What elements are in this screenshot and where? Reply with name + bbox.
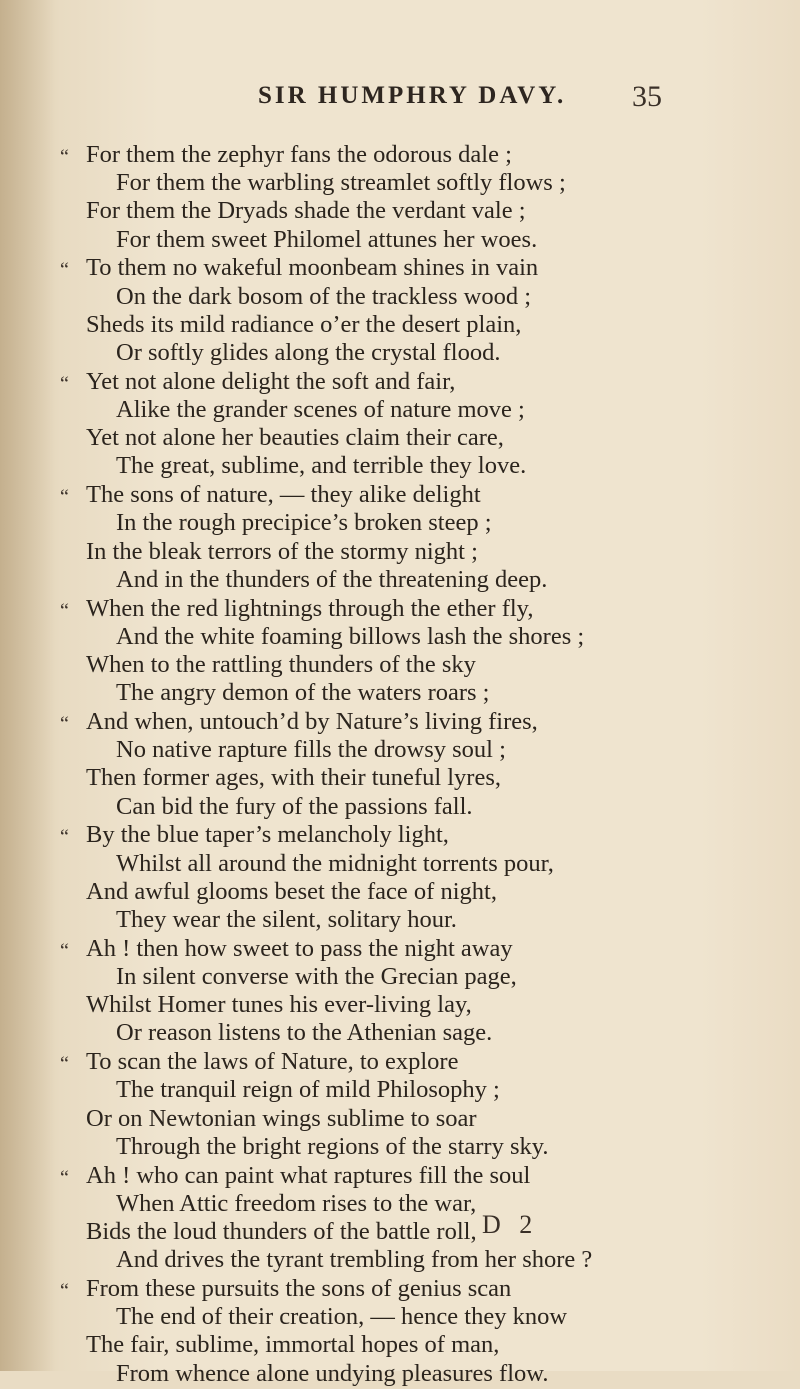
verse-line: In the rough precipice’s broken steep ; (116, 509, 492, 537)
verse-line: Through the bright regions of the starry sky. (116, 1132, 549, 1160)
verse-line: Then former ages, with their tuneful lyres, (86, 764, 502, 792)
verse-line: Whilst all around the midnight torrents pour, (116, 849, 554, 877)
verse-line: For them the Dryads shade the verdant vale ; (86, 197, 526, 225)
verse-line: Or reason listens to the Athenian sage. (116, 1019, 493, 1047)
verse-line: And when, untouch’d by Nature’s living fires, (86, 708, 538, 735)
verse-line: Ah ! then how sweet to pass the night away (86, 934, 513, 962)
verse-line: The sons of nature, — they alike delight (86, 481, 481, 509)
quote-mark: “ (60, 713, 69, 735)
quote-mark: “ (60, 1166, 69, 1189)
verse-line: Can bid the fury of the passions fall. (116, 792, 473, 820)
verse-line: No native rapture fills the drowsy soul ; (116, 736, 506, 764)
verse-line: By the blue taper’s melancholy light, (86, 821, 449, 849)
signature-mark: D 2 (482, 1210, 539, 1239)
verse-line: For them the warbling streamlet softly flows ; (116, 169, 566, 197)
verse-line: In the bleak terrors of the stormy night ; (86, 537, 478, 565)
verse-line: And in the thunders of the threatening deep. (116, 565, 548, 593)
verse-line: The tranquil reign of mild Philosophy ; (116, 1076, 500, 1104)
quote-mark: “ (60, 599, 69, 622)
verse-line: And the white foaming billows lash the shores ; (116, 622, 585, 650)
quote-mark: “ (60, 372, 69, 395)
running-head: SIR HUMPHRY DAVY. (258, 82, 567, 109)
verse-line: Ah ! who can paint what raptures fill the soul (86, 1161, 531, 1189)
verse-line: Or softly glides along the crystal flood. (116, 338, 501, 366)
verse-line: For them sweet Philomel attunes her woes. (116, 225, 538, 253)
quote-mark: “ (60, 146, 69, 168)
verse-line: When to the rattling thunders of the sky (86, 650, 476, 678)
quote-mark: “ (60, 826, 69, 849)
verse-line: Yet not alone her beauties claim their care, (86, 424, 504, 452)
verse-line: The angry demon of the waters roars ; (116, 679, 490, 707)
verse-line: The fair, sublime, immortal hopes of man, (86, 1331, 500, 1359)
verse-line: The end of their creation, — hence they know (116, 1303, 568, 1331)
verse-line: To them no wakeful moonbeam shines in vain (86, 254, 539, 282)
verse-line: In silent converse with the Grecian page, (116, 962, 517, 990)
verse-line: They wear the silent, solitary hour. (116, 905, 457, 933)
page-header (0, 82, 800, 122)
verse-line: When the red lightnings through the ether fly, (86, 594, 534, 622)
verse-line: On the dark bosom of the trackless wood ; (116, 282, 532, 310)
quote-mark: “ (60, 939, 69, 962)
verse-line: Alike the grander scenes of nature move ; (116, 395, 525, 423)
verse-line: And drives the tyrant trembling from her shore ? (116, 1246, 593, 1274)
page-gutter-shadow (0, 0, 55, 1371)
verse-line: Bids the loud thunders of the battle roll, (86, 1217, 477, 1245)
verse-line: Or on Newtonian wings sublime to soar (86, 1104, 477, 1132)
verse-line: Yet not alone delight the soft and fair, (86, 367, 456, 395)
verse-line: From these pursuits the sons of genius scan (86, 1275, 512, 1302)
quote-mark: “ (60, 259, 69, 282)
verse-line: When Attic freedom rises to the war, (116, 1189, 477, 1217)
verse-line: Sheds its mild radiance o’er the desert plain, (86, 310, 522, 338)
verse-line: From whence alone undying pleasures flow. (116, 1359, 549, 1387)
verse-line: For them the zephyr fans the odorous dale ; (86, 141, 512, 168)
verse-line: And awful glooms beset the face of night, (86, 877, 497, 905)
verse-line: Whilst Homer tunes his ever-living lay, (86, 991, 472, 1019)
verse-line: To scan the laws of Nature, to explore (86, 1048, 459, 1076)
quote-mark: “ (60, 1053, 69, 1076)
quote-mark: “ (60, 486, 69, 509)
verse-line: The great, sublime, and terrible they love. (116, 452, 527, 480)
page-number: 35 (632, 80, 662, 113)
quote-mark: “ (60, 1280, 69, 1302)
